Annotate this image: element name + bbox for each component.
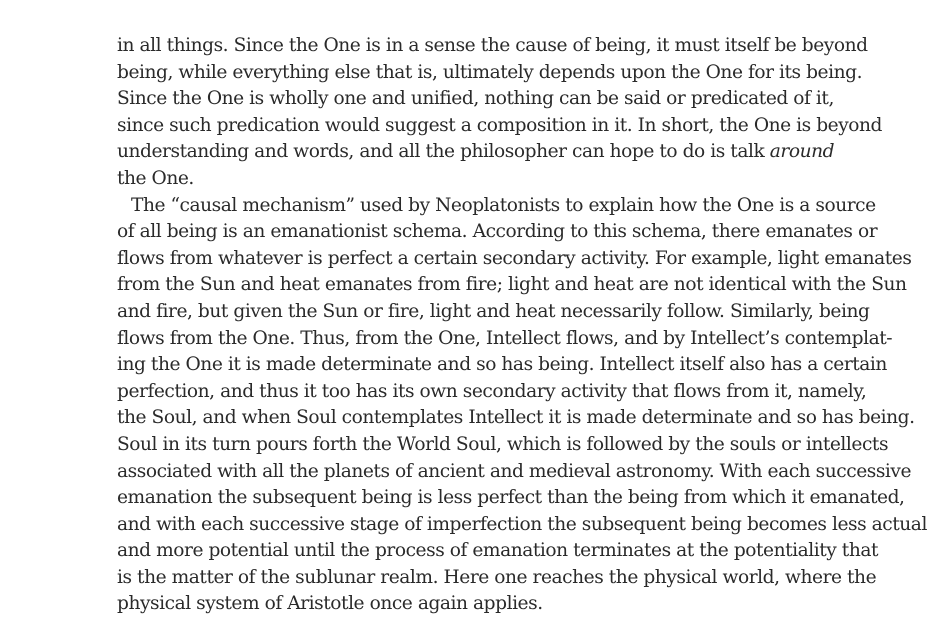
text-segment: associated with all the planets of ancient and medieval astronomy. With each successive (117, 460, 912, 482)
text-segment: perfection, and thus it too has its own secondary activity that flows from it, namely, (117, 380, 867, 402)
text-line (117, 193, 876, 220)
text-segment: The “causal mechanism” used by Neoplatonists to explain how the One is a source (131, 194, 876, 216)
text-segment: of all being is an emanationist schema. According to this schema, there emanates or (117, 221, 878, 243)
text-segment: ing the One it is made determinate and so has being. Intellect itself also has a certain (117, 354, 887, 376)
text-line (117, 538, 879, 565)
text-line (117, 166, 825, 193)
text-segment: is the matter of the sublunar realm. Here one reaches the physical world, where the (117, 566, 877, 588)
text-line (117, 113, 882, 140)
text-segment: flows from whatever is perfect a certain secondary activity. For example, light emanates (117, 247, 912, 269)
text-segment: understanding and words, and all the philosopher can hope to do is talk (117, 141, 770, 163)
text-segment: being, while everything else that is, ultimately depends upon the One for its being. (117, 61, 863, 83)
paragraph (117, 193, 927, 619)
text-line (117, 591, 825, 618)
text-line (117, 565, 877, 592)
text-segment: Soul in its turn pours forth the World Soul, which is followed by the souls or intellects (117, 433, 889, 455)
text-line (117, 512, 927, 539)
text-line (117, 485, 905, 512)
text-line (117, 272, 907, 299)
page-text-body (117, 33, 927, 618)
text-line (117, 432, 889, 459)
text-line (117, 246, 912, 273)
text-segment: and fire, but given the Sun or fire, light and heat necessarily follow. Similarly, being (117, 300, 870, 322)
text-line (117, 459, 912, 486)
text-line (117, 379, 867, 406)
text-line (117, 60, 863, 87)
text-segment: the One. (117, 167, 194, 189)
text-line (117, 352, 887, 379)
text-segment: and with each successive stage of imperfection the subsequent being becomes less actual (117, 513, 927, 535)
text-segment: since such predication would suggest a composition in it. In short, the One is beyond (117, 114, 882, 136)
text-line (117, 86, 834, 113)
text-segment: flows from the One. Thus, from the One, Intellect flows, and by Intellect’s contemplat- (117, 327, 893, 349)
italic-text: around (769, 141, 835, 163)
paragraph (117, 33, 882, 193)
text-segment: and more potential until the process of emanation terminates at the potentiality that (117, 540, 879, 562)
text-line (117, 219, 878, 246)
text-segment: the Soul, and when Soul contemplates Intellect it is made determinate and so has being. (117, 407, 915, 429)
text-line (117, 326, 893, 353)
text-line (117, 299, 870, 326)
text-line (117, 33, 868, 60)
text-segment: in all things. Since the One is in a sense the cause of being, it must itself be beyond (117, 35, 868, 56)
text-segment: from the Sun and heat emanates from fire; light and heat are not identical with the Sun (117, 274, 907, 296)
text-line (117, 139, 835, 166)
text-line (117, 405, 915, 432)
text-segment: emanation the subsequent being is less perfect than the being from which it emanated, (117, 487, 905, 509)
text-segment: Since the One is wholly one and unified, nothing can be said or predicated of it, (117, 88, 834, 110)
text-segment: physical system of Aristotle once again applies. (117, 593, 543, 615)
